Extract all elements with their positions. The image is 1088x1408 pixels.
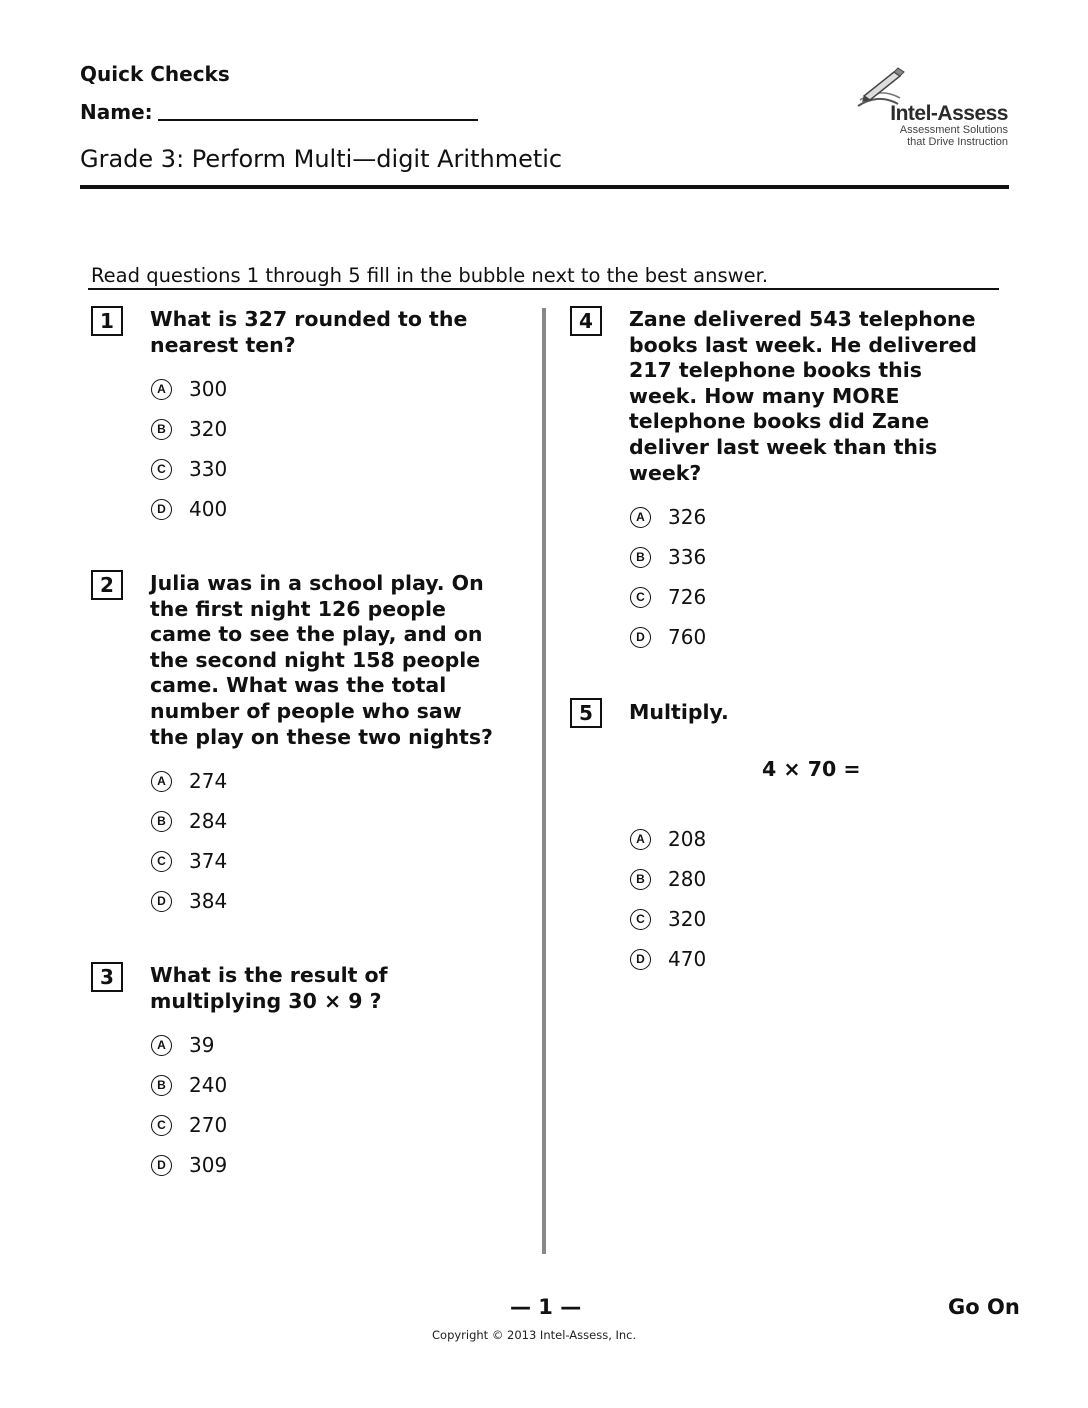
bubble-icon[interactable]: A	[630, 829, 651, 850]
option-5b[interactable]	[630, 866, 706, 892]
header-divider	[80, 185, 1009, 189]
bubble-icon[interactable]: B	[151, 419, 172, 440]
option-5d[interactable]	[630, 946, 706, 972]
option-value: 336	[668, 545, 707, 569]
option-2b[interactable]	[151, 808, 227, 834]
option-2a[interactable]	[151, 768, 227, 794]
bubble-icon[interactable]: D	[151, 891, 172, 912]
option-value: 300	[189, 377, 228, 401]
option-value: 320	[668, 907, 707, 931]
name-field-line[interactable]	[158, 119, 478, 121]
question-line: the play on these two nights?	[150, 724, 493, 749]
option-1d[interactable]	[151, 496, 227, 522]
question-text-4	[629, 307, 1001, 486]
bubble-icon[interactable]: A	[151, 379, 172, 400]
option-value: 374	[189, 849, 228, 873]
option-3b[interactable]	[151, 1072, 227, 1098]
go-on-label: Go On	[948, 1295, 1020, 1319]
question-number-5: 5	[570, 698, 602, 728]
logo-tagline-2: that Drive Instruction	[907, 136, 1008, 148]
question-number-3: 3	[91, 962, 123, 992]
question-line: Julia was in a school play. On	[150, 571, 484, 595]
question-line: What is the result of	[150, 963, 388, 987]
question-line: came to see the play, and on	[150, 622, 483, 647]
option-value: 280	[668, 867, 707, 891]
option-3a[interactable]	[151, 1032, 214, 1058]
question-line: multiplying 30 × 9 ?	[150, 988, 382, 1013]
option-1b[interactable]	[151, 416, 227, 442]
question-line: Zane delivered 543 telephone	[629, 307, 976, 331]
question-line: 217 telephone books this	[629, 358, 922, 383]
option-4a[interactable]	[630, 504, 706, 530]
question-number-2: 2	[91, 570, 123, 600]
option-value: 240	[189, 1073, 228, 1097]
instructions: Read questions 1 through 5 fill in the bubble next to the best answer.	[91, 264, 769, 287]
bubble-icon[interactable]: C	[151, 851, 172, 872]
option-value: 208	[668, 827, 707, 851]
question-number-1: 1	[91, 306, 123, 336]
option-4d[interactable]	[630, 624, 706, 650]
option-2c[interactable]	[151, 848, 227, 874]
option-5a[interactable]	[630, 826, 706, 852]
bubble-icon[interactable]: D	[151, 499, 172, 520]
option-value: 320	[189, 417, 228, 441]
question-text-1	[150, 307, 522, 358]
option-5c[interactable]	[630, 906, 706, 932]
option-value: 760	[668, 625, 707, 649]
question-line: What is 327 rounded to the	[150, 307, 468, 331]
option-value: 384	[189, 889, 228, 913]
question-line: books last week. He delivered	[629, 332, 977, 357]
bubble-icon[interactable]: A	[151, 1035, 172, 1056]
option-value: 309	[189, 1153, 228, 1177]
question-line: week. How many MORE	[629, 383, 900, 408]
question-line: Multiply.	[629, 700, 729, 724]
option-value: 326	[668, 505, 707, 529]
bubble-icon[interactable]: D	[630, 949, 651, 970]
option-value: 470	[668, 947, 707, 971]
name-label: Name:	[80, 100, 153, 124]
question-number-4: 4	[570, 306, 602, 336]
option-value: 39	[189, 1033, 215, 1057]
question-text-3	[150, 963, 522, 1014]
question-line: the second night 158 people	[150, 647, 481, 672]
question-line: week?	[629, 460, 702, 485]
option-value: 400	[189, 497, 228, 521]
multiplication-expression: 4 × 70 =	[762, 757, 861, 781]
page-title: Grade 3: Perform Multi—digit Arithmetic	[80, 145, 563, 173]
option-1a[interactable]	[151, 376, 227, 402]
option-value: 274	[189, 769, 228, 793]
bubble-icon[interactable]: A	[151, 771, 172, 792]
bubble-icon[interactable]: B	[151, 811, 172, 832]
question-line: number of people who saw	[150, 698, 462, 723]
bubble-icon[interactable]: C	[630, 587, 651, 608]
question-line: came. What was the total	[150, 673, 447, 698]
bubble-icon[interactable]: C	[151, 1115, 172, 1136]
instructions-divider	[88, 288, 999, 290]
logo-brand: Intel-Assess	[890, 102, 1008, 125]
question-line: telephone books did Zane	[629, 409, 930, 434]
option-2d[interactable]	[151, 888, 227, 914]
option-3c[interactable]	[151, 1112, 227, 1138]
question-text-5	[629, 700, 1001, 726]
option-4c[interactable]	[630, 584, 706, 610]
bubble-icon[interactable]: B	[630, 869, 651, 890]
option-value: 330	[189, 457, 228, 481]
option-4b[interactable]	[630, 544, 706, 570]
intel-assess-logo	[850, 66, 1010, 150]
question-text-2	[150, 571, 522, 750]
page-number: — 1 —	[510, 1295, 582, 1319]
quick-checks-heading: Quick Checks	[80, 62, 230, 86]
column-divider	[542, 308, 546, 1254]
option-value: 284	[189, 809, 228, 833]
bubble-icon[interactable]: D	[630, 627, 651, 648]
question-line: deliver last week than this	[629, 434, 938, 459]
question-line: nearest ten?	[150, 332, 296, 357]
option-value: 726	[668, 585, 707, 609]
bubble-icon[interactable]: D	[151, 1155, 172, 1176]
copyright: Copyright © 2013 Intel-Assess, Inc.	[432, 1328, 637, 1342]
bubble-icon[interactable]: C	[151, 459, 172, 480]
question-line: the first night 126 people	[150, 596, 446, 621]
option-3d[interactable]	[151, 1152, 227, 1178]
option-value: 270	[189, 1113, 228, 1137]
logo-tagline-1: Assessment Solutions	[899, 124, 1008, 136]
bubble-icon[interactable]: B	[630, 547, 651, 568]
bubble-icon[interactable]: A	[630, 507, 651, 528]
bubble-icon[interactable]: B	[151, 1075, 172, 1096]
option-1c[interactable]	[151, 456, 227, 482]
bubble-icon[interactable]: C	[630, 909, 651, 930]
